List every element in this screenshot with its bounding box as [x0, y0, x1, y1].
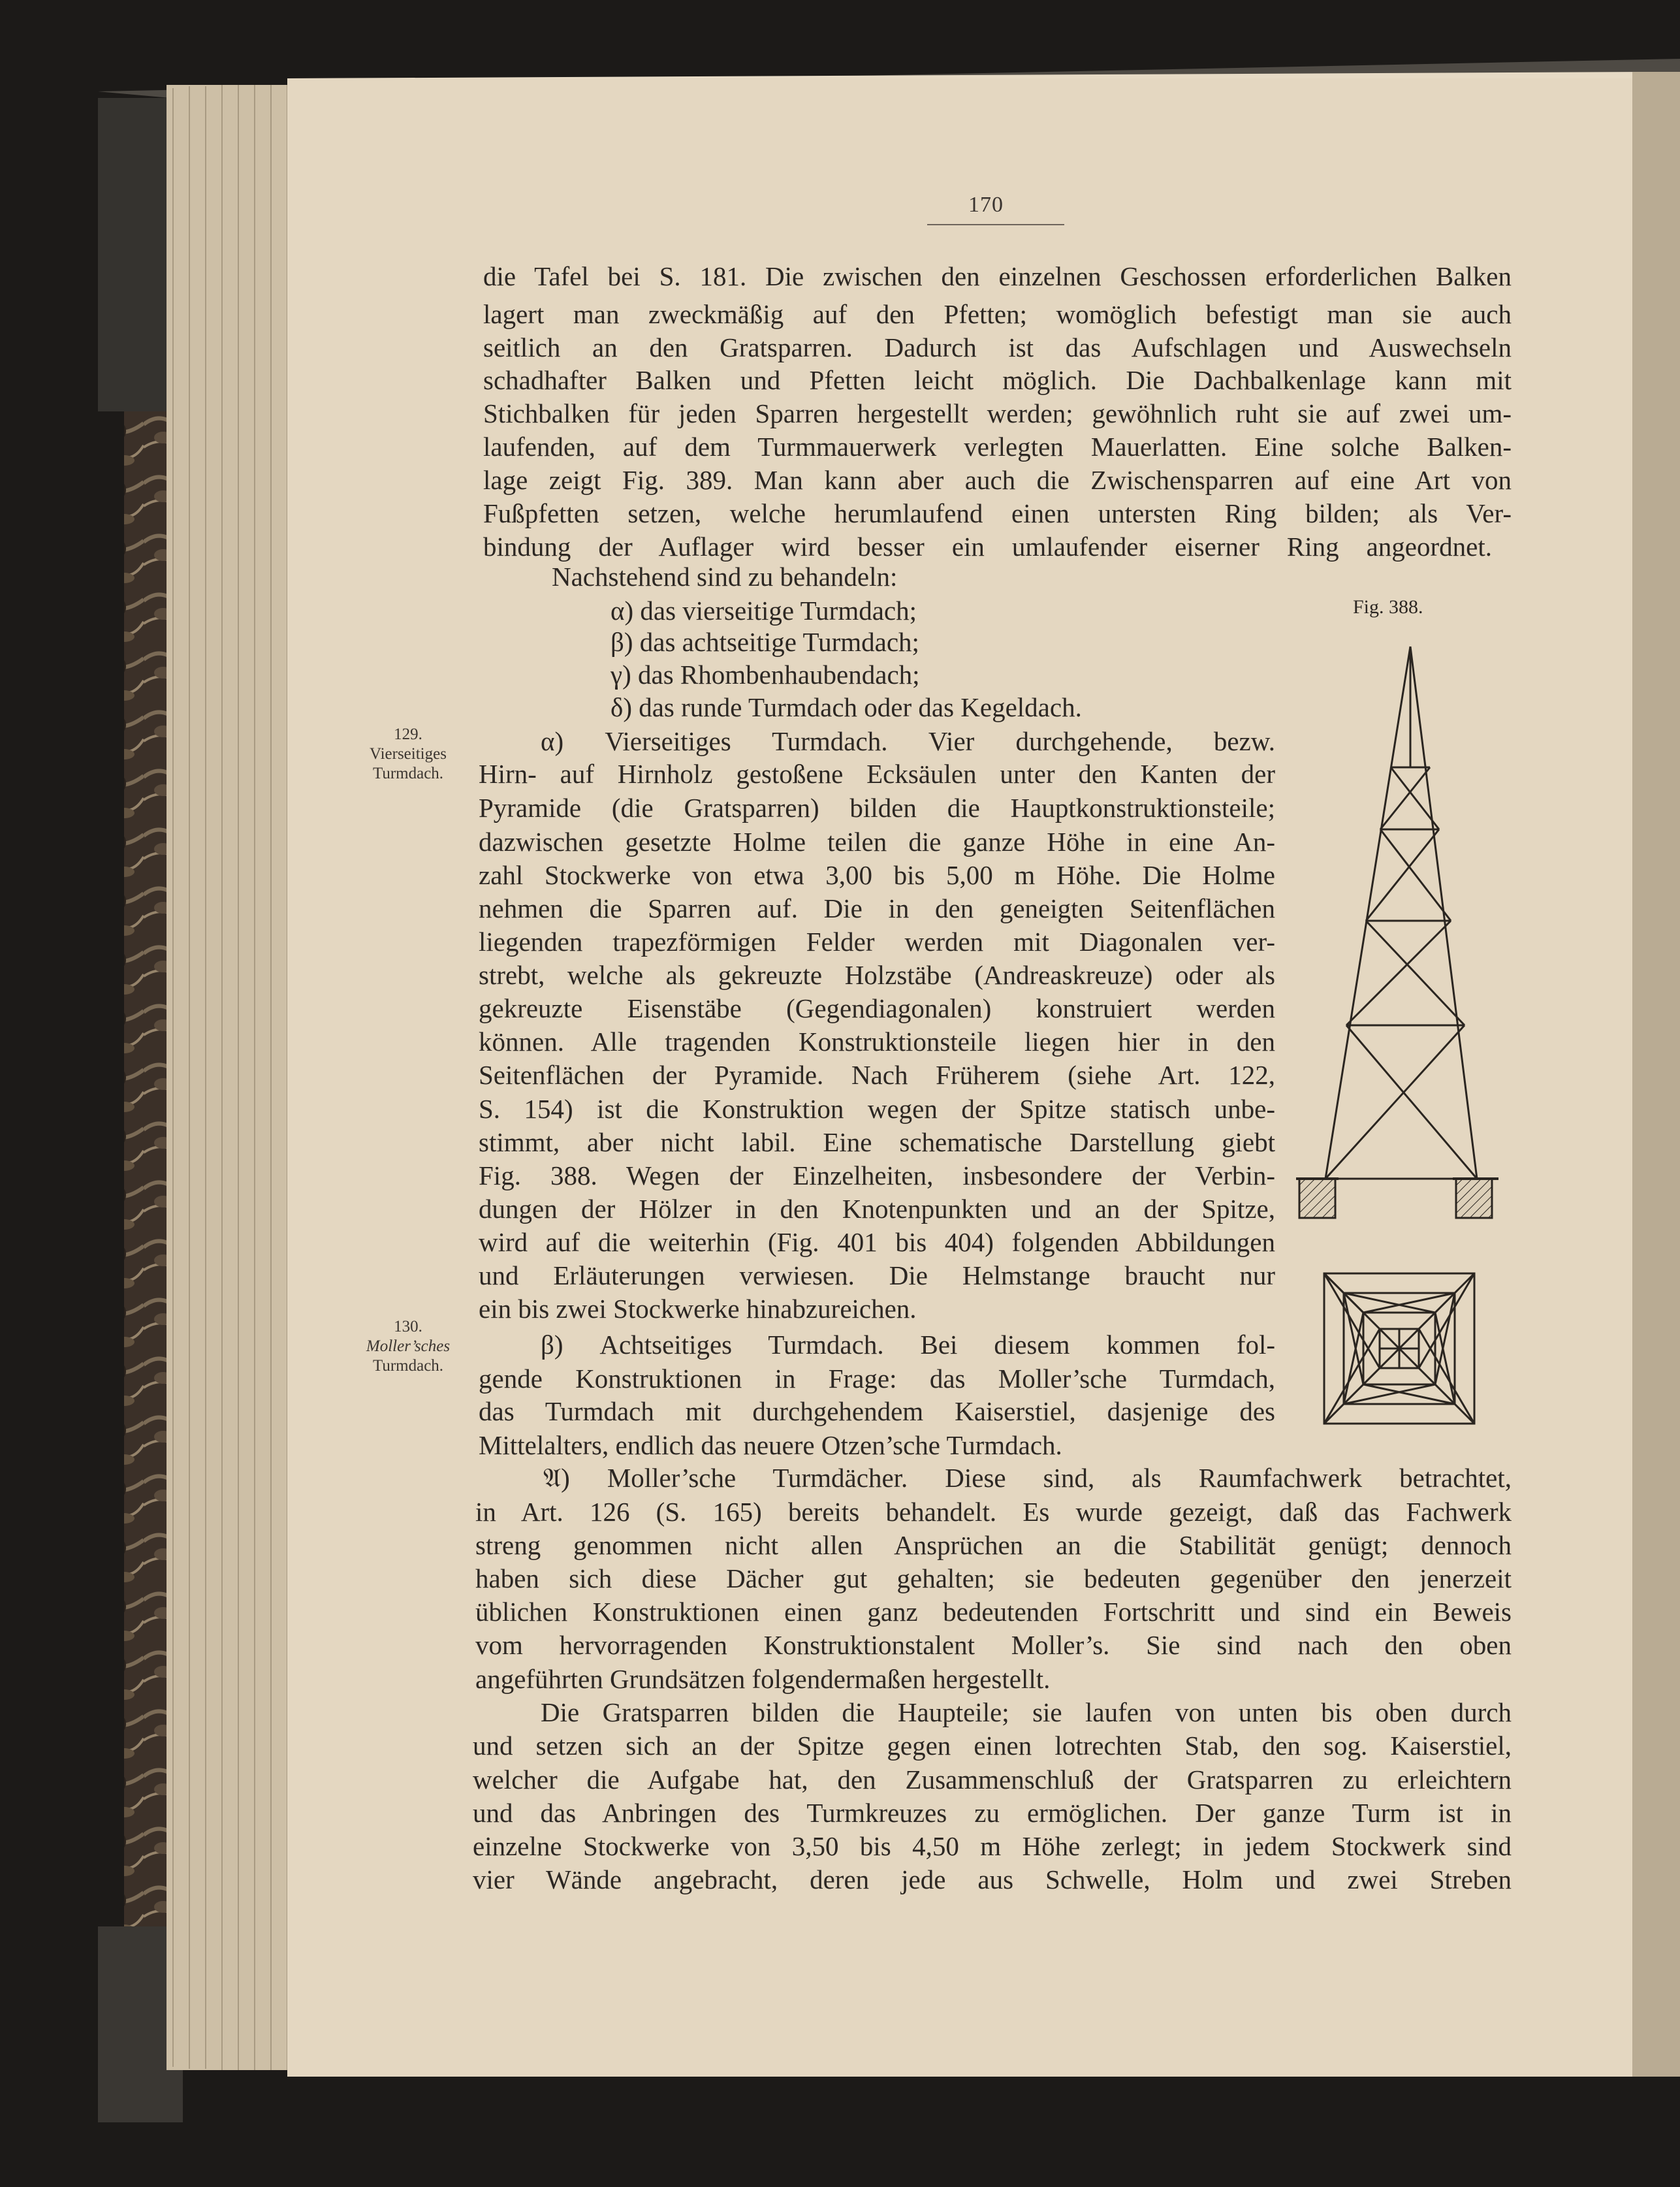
text-line: und Erläuterungen verwiesen. Die Helmstange braucht nur [479, 1260, 1275, 1290]
text-line: ein bis zwei Stockwerke hinabzureichen. [479, 1294, 917, 1324]
text-line: üblichen Konstruktionen einen ganz bedeutenden Fortschritt und sind ein Beweis [475, 1597, 1512, 1627]
margin-note-number: 130. [394, 1318, 422, 1335]
text-line: Pyramide (die Gratsparren) bilden die Hauptkonstruktionsteile; [479, 793, 1275, 823]
text-line: Seitenflächen der Pyramide. Nach Früherem (siehe Art. 122, [479, 1060, 1275, 1090]
text-line: 𝔄) Moller’sche Turmdächer. Diese sind, als Raumfachwerk betrachtet, [543, 1463, 1512, 1493]
text-line: das Turmdach mit durchgehendem Kaiserstiel, dasjenige des [479, 1396, 1275, 1426]
text-line: einzelne Stockwerke von 3,50 bis 4,50 m Höhe zerlegt; in jedem Stockwerk sind [473, 1831, 1512, 1861]
margin-note-line: Moller’sches [366, 1337, 451, 1355]
text-line: dungen der Hölzer in den Knotenpunkten und an der Spitze, [479, 1194, 1275, 1224]
text-line: und das Anbringen des Turmkreuzes zu ermöglichen. Der ganze Turm ist in [473, 1798, 1512, 1828]
text-line: gende Konstruktionen in Frage: das Moller’sche Turmdach, [479, 1364, 1275, 1394]
text-line: in Art. 126 (S. 165) bereits behandelt. Es wurde gezeigt, daß das Fachwerk [475, 1497, 1512, 1527]
text-line: δ) das runde Turmdach oder das Kegeldach. [610, 692, 1082, 722]
text-line: welcher die Aufgabe hat, den Zusammenschluß der Gratsparren zu erleichtern [473, 1764, 1512, 1795]
spire-plan [1324, 1273, 1474, 1424]
text-line: strebt, welche als gekreuzte Holzstäbe (Andreaskreuze) oder als [479, 960, 1275, 990]
margin-note-line: Vierseitiges [370, 745, 447, 763]
text-line: Hirn- auf Hirnholz gestoßene Ecksäulen unter den Kanten der [479, 759, 1275, 789]
margin-note-number: 129. [394, 726, 422, 743]
text-line: seitlich an den Gratsparren. Dadurch ist das Aufschlagen und Auswechseln [483, 332, 1512, 362]
page-number: 170 [968, 193, 1004, 217]
text-line: Stichbalken für jeden Sparren hergestellt werden; gewöhnlich ruht sie auf zwei um- [483, 398, 1512, 428]
margin-note-line: Turmdach. [372, 1357, 444, 1375]
text-line: stimmt, aber nicht labil. Eine schematische Darstellung giebt [479, 1127, 1275, 1157]
text-line: wird auf die weiterhin (Fig. 401 bis 404) folgenden Abbildungen [479, 1227, 1275, 1257]
text-line: Die Gratsparren bilden die Haupteile; sie laufen von unten bis oben durch [541, 1697, 1512, 1727]
text-line: lagert man zweckmäßig auf den Pfetten; womöglich befestigt man sie auch [483, 299, 1512, 329]
text-line: können. Alle tragenden Konstruktionsteile liegen hier in den [479, 1027, 1275, 1057]
wall-bases [1296, 1179, 1498, 1218]
margin-note-line: Turmdach. [372, 765, 444, 782]
text-line: bindung der Auflager wird besser ein umlaufender eiserner Ring angeordnet. [483, 532, 1492, 562]
text-line: und setzen sich an der Spitze gegen einen lotrechten Stab, den sog. Kaiserstiel, [473, 1731, 1512, 1761]
text-line: β) Achtseitiges Turmdach. Bei diesem kommen fol- [541, 1330, 1275, 1360]
text-line: S. 154) ist die Konstruktion wegen der Spitze statisch unbe- [479, 1094, 1275, 1124]
text-line: nehmen die Sparren auf. Die in den geneigten Seitenflächen [479, 893, 1275, 923]
text-line: Fig. 388. Wegen der Einzelheiten, insbesondere der Verbin- [479, 1160, 1275, 1190]
text-line: α) Vierseitiges Turmdach. Vier durchgehende, bezw. [541, 726, 1275, 756]
text-line: laufenden, auf dem Turmmauerwerk verlegten Mauerlatten. Eine solche Balken- [483, 432, 1512, 462]
text-line: vier Wände angebracht, deren jede aus Schwelle, Holm und zwei Streben [473, 1864, 1512, 1894]
text-line: β) das achtseitige Turmdach; [610, 627, 919, 657]
text-line: Fußpfetten setzen, welche herumlaufend einen untersten Ring bilden; als Ver- [483, 498, 1512, 528]
text-line: die Tafel bei S. 181. Die zwischen den einzelnen Geschossen erforderlichen Balken [483, 261, 1512, 291]
text-line: schadhafter Balken und Pfetten leicht möglich. Die Dachbalkenlage kann mit [483, 365, 1512, 395]
text-line: liegenden trapezförmigen Felder werden mit Diagonalen ver- [479, 927, 1275, 957]
text-line: angeführten Grundsätzen folgendermaßen hergestellt. [475, 1664, 1051, 1694]
text-line: vom hervorragenden Konstruktionstalent Moller’s. Sie sind nach den oben [475, 1630, 1512, 1660]
text-line: lage zeigt Fig. 389. Man kann aber auch die Zwischensparren auf eine Art von [483, 465, 1512, 495]
text-line: haben sich diese Dächer gut gehalten; sie bedeuten gegenüber den jenerzeit [475, 1563, 1512, 1593]
text-line: Mittelalters, endlich das neuere Otzen’sche Turmdach. [479, 1430, 1062, 1460]
text-line: zahl Stockwerke von etwa 3,00 bis 5,00 m Höhe. Die Holme [479, 860, 1275, 890]
spire-elevation [1325, 647, 1477, 1179]
text-line: γ) das Rhombenhaubendach; [610, 660, 920, 690]
text-line: streng genommen nicht allen Ansprüchen an die Stabilität genügt; dennoch [475, 1530, 1512, 1560]
text-line: Nachstehend sind zu behandeln: [552, 562, 898, 592]
text-line: dazwischen gesetzte Holme teilen die ganze Höhe in eine An- [479, 827, 1275, 857]
text-line: gekreuzte Eisenstäbe (Gegendiagonalen) konstruiert werden [479, 993, 1275, 1023]
figure-caption: Fig. 388. [1353, 596, 1423, 618]
text-line: α) das vierseitige Turmdach; [610, 596, 917, 626]
